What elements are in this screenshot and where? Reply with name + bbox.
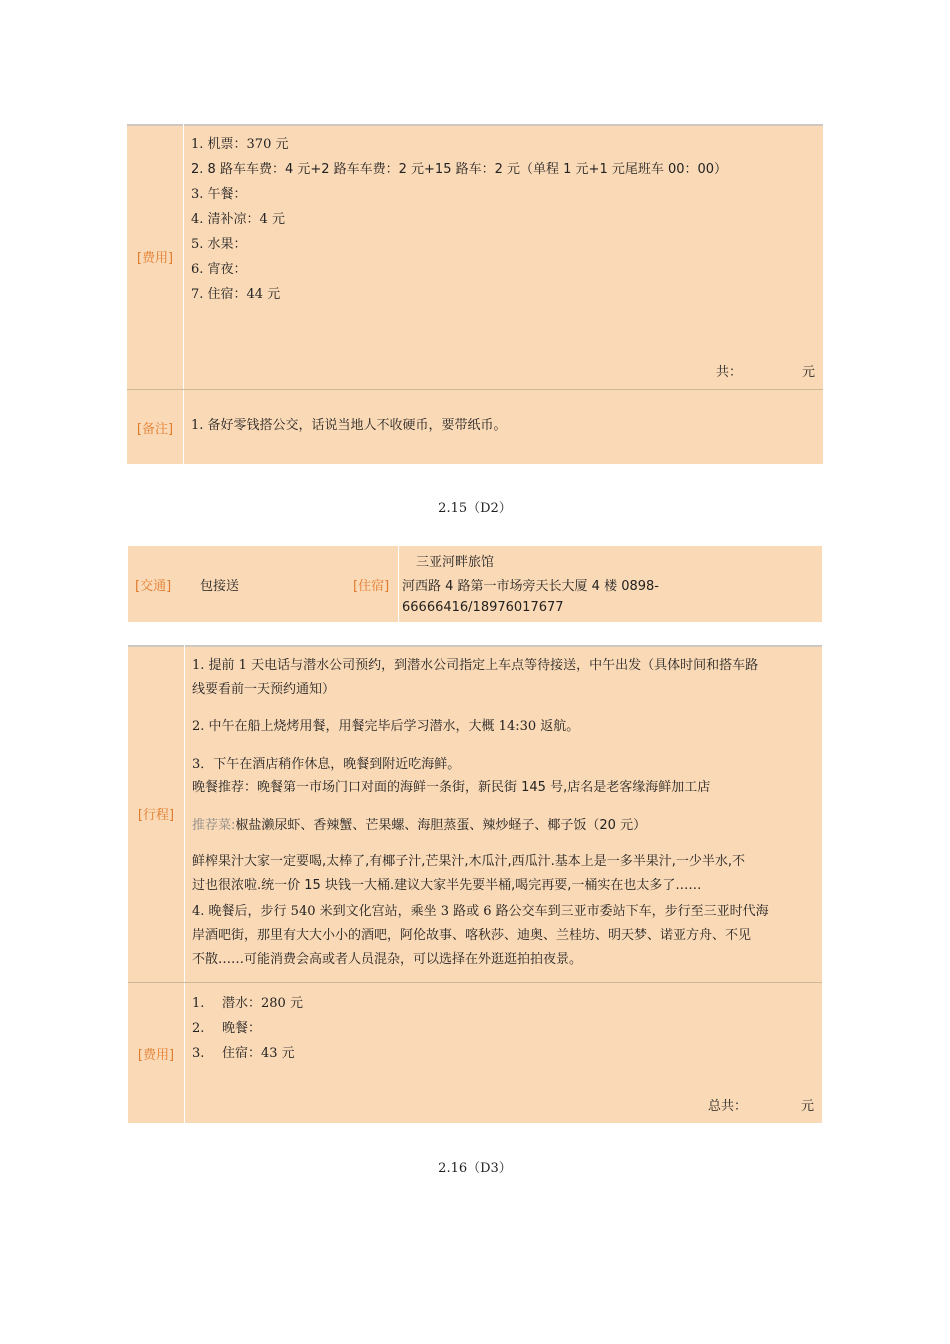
note-text: 1. 备好零钱搭公交，话说当地人不收硬币，要带纸币。 [191, 418, 507, 433]
itinerary-row [128, 645, 822, 982]
hotel-name: 三亚河畔旅馆 [416, 555, 495, 570]
hotel-phone: 66666416/18976017677 [402, 600, 564, 615]
d2-card [128, 645, 822, 1123]
day-caption-d3: 2.16（D3） [438, 1161, 512, 1176]
dinner-recommendation: 晚餐推荐：晚餐第一市场门口对面的海鲜一条街，新民街 145 号,店名是老客缘海鲜加工店 [192, 780, 711, 795]
itinerary-paragraph: 3．下午在酒店稍作休息，晚餐到附近吃海鲜。 [192, 757, 461, 772]
itinerary-paragraph: 线要看前一天预约通知） [192, 682, 336, 697]
fee-row [127, 124, 823, 389]
juice-paragraph: 过也很浓啦.统一价 15 块钱一大桶.建议大家半先要半桶,喝完再要,一桶实在也太多了…… [192, 878, 702, 893]
note-row [127, 390, 823, 464]
note-label: [备注] [136, 421, 174, 437]
total-label: 总共： [708, 1099, 748, 1114]
d2-header-card [128, 546, 822, 622]
hotel-address: 河西路 4 路第一市场旁天长大厦 4 楼 0898- [402, 579, 659, 594]
fee-item: 7. 住宿：44 元 [191, 287, 281, 302]
stay-label: [住宿] [353, 579, 390, 594]
fee-item-text: 潜水：280 元 [222, 996, 303, 1011]
traffic-label: [交通] [135, 579, 172, 594]
dishes-line [192, 817, 646, 835]
d1-card [127, 124, 823, 464]
dishes-label: 推荐菜: [192, 818, 236, 833]
itinerary-paragraph: 不散……可能消费会高或者人员混杂，可以选择在外逛逛拍拍夜景。 [192, 952, 583, 967]
fee-item: 1. 机票：370 元 [191, 137, 289, 152]
fee-item-text: 晚餐： [222, 1021, 262, 1036]
fee-item [192, 1020, 261, 1038]
itinerary-paragraph: 岸酒吧街，那里有大大小小的酒吧，阿伦故事、喀秋莎、迪奥、兰桂坊、明天梦、诺亚方舟、不见 [192, 928, 752, 943]
itinerary-paragraph: 4. 晚餐后，步行 540 米到文化宫站，乘坐 3 路或 6 路公交车到三亚市委站下车，步行至三亚时代海 [192, 904, 769, 919]
fee-label-cell [128, 983, 185, 1123]
traffic-value: 包接送 [200, 579, 240, 594]
dishes-text: 椒盐濑尿虾、香辣蟹、芒果螺、海胆蒸蛋、辣炒蛏子、椰子饭（20 元） [235, 818, 647, 833]
fee-item: 3. 午餐： [191, 187, 247, 202]
total-unit: 元 [802, 365, 816, 380]
total-label: 共： [716, 365, 743, 380]
fee-item-number: 1. [192, 996, 205, 1011]
fee-item-text: 住宿：43 元 [222, 1046, 295, 1061]
fee-label: [费用] [136, 251, 174, 266]
itinerary-label: [行程] [137, 808, 175, 823]
total-unit: 元 [801, 1099, 815, 1114]
fee-item: 6. 宵夜： [191, 262, 247, 277]
day-caption-d2: 2.15（D2） [438, 501, 512, 516]
stay-divider [398, 546, 399, 622]
fee-item: 4. 清补凉：4 元 [191, 212, 285, 227]
note-label-cell [127, 390, 184, 464]
fee-label: [费用] [137, 1047, 175, 1063]
fee-item [192, 1045, 295, 1063]
itinerary-label-cell [128, 645, 185, 982]
juice-paragraph: 鲜榨果汁大家一定要喝,太棒了,有椰子汁,芒果汁,木瓜汁,西瓜汁.基本上是一多半果汁,一少半水,不 [192, 854, 746, 869]
fee-row [128, 983, 822, 1123]
itinerary-paragraph: 1. 提前 1 天电话与潜水公司预约，到潜水公司指定上车点等待接送，中午出发（具体时间和搭车路 [192, 658, 759, 673]
fee-label-cell [127, 124, 184, 389]
fee-item-number: 3. [192, 1046, 205, 1061]
fee-item-number: 2. [192, 1021, 205, 1036]
fee-item: 2. 8 路车车费：4 元+2 路车车费：2 元+15 路车：2 元（单程 1 元+1 元尾班车 00：00） [191, 162, 728, 177]
fee-item [192, 995, 303, 1013]
fee-item: 5. 水果： [191, 237, 247, 252]
itinerary-paragraph: 2. 中午在船上烧烤用餐，用餐完毕后学习潜水，大概 14:30 返航。 [192, 719, 580, 734]
